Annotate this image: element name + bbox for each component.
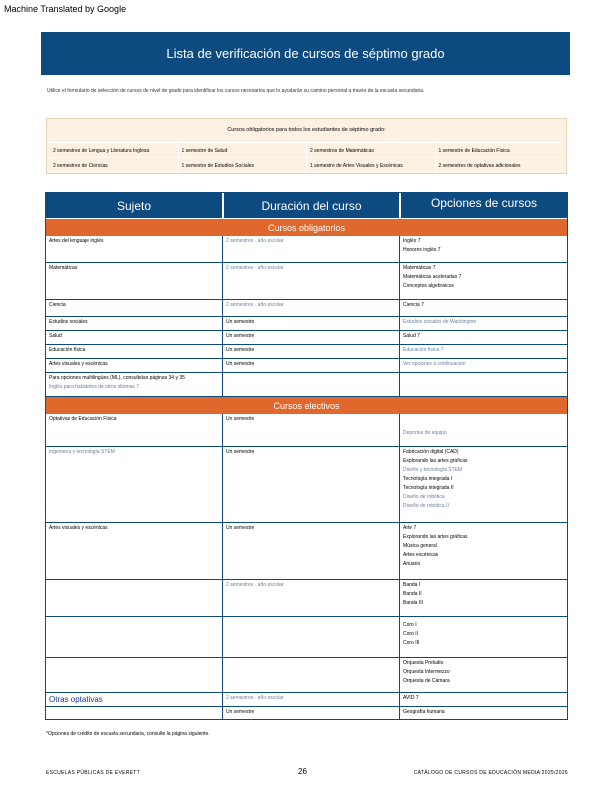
subject-cell <box>46 658 222 692</box>
subject-cell <box>46 617 222 657</box>
course-option: Arte 7 <box>403 525 417 531</box>
table-row <box>46 658 567 693</box>
header-subject: Sujeto <box>116 198 152 213</box>
table-row <box>46 707 567 720</box>
course-table <box>45 192 568 720</box>
options-cell <box>399 658 567 692</box>
duration-cell: Un semestre <box>222 523 399 579</box>
duration-cell: Un semestre <box>222 331 399 344</box>
subject-cell: Artes visuales y escénicas <box>49 361 108 367</box>
course-option: Conceptos algebraicos <box>403 283 454 289</box>
course-option: Honores inglés 7 <box>403 247 441 253</box>
options-cell <box>399 263 567 299</box>
footer-district: ESCUELAS PÚBLICAS DE EVERETT <box>46 770 140 776</box>
course-option: Orquesta Preludio <box>403 660 444 666</box>
course-option: Anuario <box>403 561 421 567</box>
table-row <box>46 580 567 617</box>
required-item: 2 semestres de Ciencias <box>50 157 178 173</box>
table-row <box>46 414 567 447</box>
table-row <box>46 359 567 373</box>
course-option: Deportes de equipo <box>403 430 447 436</box>
course-option: Coro III <box>403 640 420 646</box>
course-option: Explorando las artes gráficas <box>403 534 468 540</box>
options-cell <box>399 359 567 372</box>
duration-cell <box>222 617 399 657</box>
table-row <box>46 331 567 345</box>
options-cell <box>399 331 567 344</box>
course-option: Ver opciones a continuación <box>403 361 466 367</box>
course-option: Matemáticas 7 <box>403 265 436 271</box>
course-option: Inglés 7 <box>403 238 421 244</box>
course-option: Diseño de robótica <box>403 494 445 500</box>
table-row <box>46 236 567 263</box>
subject-cell: Ciencia <box>49 302 66 308</box>
header-duration: Duración del curso <box>222 193 399 218</box>
table-row <box>46 447 567 523</box>
course-option: Banda II <box>403 591 422 597</box>
course-option: Matemáticas aceleradas 7 <box>403 274 462 280</box>
required-box-row <box>50 157 563 173</box>
table-row <box>46 617 567 658</box>
subject-cell: Artes del lenguaje inglés <box>49 238 104 244</box>
options-cell <box>399 345 567 358</box>
course-option: Coro II <box>403 631 419 637</box>
duration-cell <box>222 373 399 396</box>
table-row <box>46 317 567 331</box>
course-option: Educación física 7 <box>403 347 444 353</box>
course-option: Explorando las artes gráficas <box>403 458 468 464</box>
duration-cell <box>222 658 399 692</box>
duration-cell: Un semestre <box>222 414 399 446</box>
course-option: Salud 7 <box>403 333 420 339</box>
required-box-row <box>50 142 563 158</box>
intro-text: Utilice el formulario de selección de cursos de nivel de grado para identificar los cursos necesarios que lo ayudarán su camino personal a través de la escuela secundaria. <box>47 88 425 94</box>
options-cell <box>399 236 567 262</box>
subject-cell: Salud <box>49 333 62 339</box>
course-option: Coro I <box>403 622 417 628</box>
duration-cell: Un semestre <box>222 359 399 372</box>
section-required-band: Cursos obligatorios <box>46 219 567 236</box>
course-option: Tecnología integrada II <box>403 485 454 491</box>
options-cell <box>399 373 567 396</box>
page-title: Lista de verificación de cursos de séptimo grado <box>41 32 570 75</box>
subject-cell: Estudios sociales <box>49 319 88 325</box>
duration-cell: Un semestre <box>222 317 399 330</box>
options-cell <box>399 447 567 522</box>
table-row <box>46 300 567 317</box>
options-cell <box>399 617 567 657</box>
subject-cell: Optativas de Educación Física <box>49 416 117 422</box>
table-row <box>46 693 567 707</box>
required-item: 2 semestres de Lengua y Literatura Inglesa <box>50 142 178 158</box>
footer-catalog: CATÁLOGO DE CURSOS DE EDUCACIÓN MEDIA 2025/2026 <box>413 770 568 776</box>
header-options: Opciones de cursos <box>399 193 567 218</box>
subject-cell: Educación física <box>49 347 86 353</box>
table-header <box>46 193 567 218</box>
machine-translated-label: Machine Translated by Google <box>4 4 127 14</box>
required-courses-box <box>46 118 567 174</box>
table-row <box>46 373 567 397</box>
required-item: 2 semestres de optativas adicionales <box>435 157 564 173</box>
footnote: *Opciones de crédito de escuela secundaria, consulte la página siguiente. <box>46 731 210 737</box>
course-option: Orquesta de Cámara <box>403 678 450 684</box>
course-option: Música general <box>403 543 437 549</box>
required-item: 1 semestre de Estudios Sociales <box>178 157 307 173</box>
course-option: Banda III <box>403 600 424 606</box>
required-item: 1 semestre de Salud <box>178 142 307 158</box>
required-item: 1 semestre de Educación Física <box>435 142 564 158</box>
subject-cell: Otras optativas <box>49 695 103 704</box>
required-box-title: Cursos obligatorios para todos los estudiantes de séptimo grado: <box>227 127 386 133</box>
options-cell <box>399 523 567 579</box>
course-option: Fabricación digital (CAD) <box>403 449 459 455</box>
duration-cell: Un semestre <box>222 447 399 522</box>
duration-cell: 2 semestres · año escolar <box>222 300 399 316</box>
course-option: Artes escénicas <box>403 552 439 558</box>
course-option: Tecnología integrada I <box>403 476 453 482</box>
duration-cell: 2 semestres · año escolar <box>222 263 399 299</box>
course-option: Ciencia 7 <box>403 302 424 308</box>
subject-cell <box>46 373 222 396</box>
course-option: Diseño y tecnología STEM <box>403 467 463 473</box>
required-item: 1 semestre de Artes Visuales y Escénicas <box>306 157 435 173</box>
table-row <box>46 345 567 359</box>
subject-cell <box>46 580 222 616</box>
section-electives-band: Cursos electivos <box>46 397 567 414</box>
ml-course: Inglés para hablantes de otros idiomas 7 <box>49 384 140 390</box>
course-option: Geografía humana <box>403 709 445 715</box>
subject-cell: Matemáticas <box>49 265 78 271</box>
ml-note: Para opciones multilingües (ML), consultelas páginas 34 y 35 <box>49 375 185 381</box>
options-cell <box>399 300 567 316</box>
table-row <box>46 523 567 580</box>
required-item: 2 semestres de Matemáticas <box>306 142 435 158</box>
page-number: 26 <box>298 767 307 776</box>
duration-cell: 2 semestres · año escolar <box>222 236 399 262</box>
options-cell <box>399 693 567 706</box>
course-option: Diseño de robótica II <box>403 503 449 509</box>
options-cell <box>399 414 567 446</box>
subject-cell: Artes visuales y escénicas <box>49 525 108 531</box>
course-option: Banda I <box>403 582 421 588</box>
options-cell <box>399 317 567 330</box>
course-option: Estudios sociales de Washington <box>403 319 477 325</box>
duration-cell: Un semestre <box>222 707 399 720</box>
duration-cell: Un semestre <box>222 345 399 358</box>
duration-cell: 2 semestres · año escolar <box>222 580 399 616</box>
duration-cell: 2 semestres · año escolar <box>222 693 399 706</box>
course-option: AVID 7 <box>403 695 419 701</box>
subject-cell <box>46 707 222 720</box>
subject-cell: Ingeniería y tecnología STEM <box>49 449 115 455</box>
options-cell <box>399 580 567 616</box>
options-cell <box>399 707 567 720</box>
table-row <box>46 263 567 300</box>
course-option: Orquesta Intermezzo <box>403 669 450 675</box>
